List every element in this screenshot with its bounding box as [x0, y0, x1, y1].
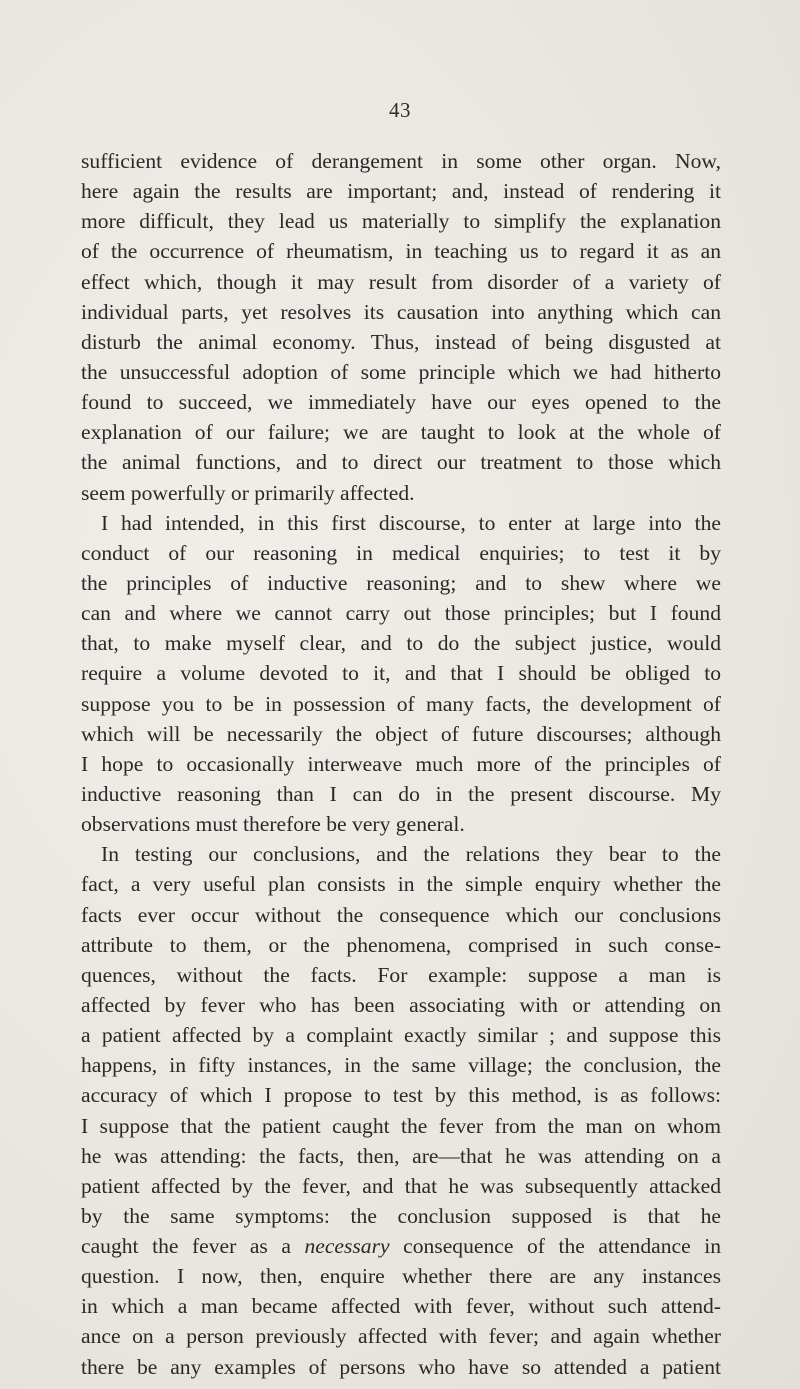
text-line: facts ever occur without the consequence which our conclusions: [81, 902, 721, 927]
text-line: I had intended, in this first discourse, to enter at large into the: [101, 510, 721, 535]
text-line: accuracy of which I propose to test by this method, is as follows:: [81, 1083, 721, 1108]
text-line: a patient affected by a complaint exactly similar ; and suppose this: [81, 1023, 721, 1048]
text-line: conduct of our reasoning in medical enquiries; to test it by: [81, 540, 721, 565]
text-line: individual parts, yet resolves its causation into anything which can: [81, 299, 721, 324]
text-line: fact, a very useful plan consists in the simple enquiry whether the: [81, 872, 721, 897]
text-line: that, to make myself clear, and to do the subject justice, would: [81, 631, 721, 656]
text-line: I suppose that the patient caught the fever from the man on whom: [81, 1113, 721, 1138]
text-line: seem powerfully or primarily affected.: [81, 480, 415, 505]
text-line: the unsuccessful adoption of some principle which we had hitherto: [81, 359, 721, 384]
text-line: happens, in fifty instances, in the same village; the conclusion, the: [81, 1053, 721, 1078]
text-line: by the same symptoms: the conclusion supposed is that he: [81, 1203, 721, 1228]
text-line: the animal functions, and to direct our treatment to those which: [81, 450, 721, 475]
text-line: which will be necessarily the object of future discourses; although: [81, 721, 721, 746]
text-line: observations must therefore be very general.: [81, 812, 465, 837]
text-line: require a volume devoted to it, and that I should be obliged to: [81, 661, 721, 686]
text-line: inductive reasoning than I can do in the present discourse. My: [81, 781, 721, 806]
text-line: effect which, though it may result from disorder of a variety of: [81, 269, 721, 294]
text-line: more difficult, they lead us materially to simplify the explanation: [81, 209, 721, 234]
text-line: patient affected by the fever, and that he was subsequently attacked: [81, 1173, 721, 1198]
text-line: In testing our conclusions, and the relations they bear to the: [101, 842, 721, 867]
page-number: 43: [389, 98, 411, 122]
text-line: quences, without the facts. For example: suppose a man is: [81, 962, 721, 987]
text-line: here again the results are important; and, instead of rendering it: [81, 179, 721, 204]
text-line: sufficient evidence of derangement in some other organ. Now,: [81, 149, 721, 173]
text-line: explanation of our failure; we are taught to look at the whole of: [81, 420, 721, 445]
body-text: [81, 146, 721, 1382]
text-line: attribute to them, or the phenomena, comprised in such conse-: [81, 932, 721, 957]
text-line: found to succeed, we immediately have our eyes opened to the: [81, 390, 721, 415]
text-line: disturb the animal economy. Thus, instead of being disgusted at: [81, 329, 721, 354]
text-line: he was attending: the facts, then, are—that he was attending on a: [81, 1143, 721, 1168]
text-line: in which a man became affected with fever, without such attend-: [81, 1294, 721, 1319]
text-line: I hope to occasionally interweave much more of the principles of: [81, 751, 721, 776]
text-line: suppose you to be in possession of many facts, the development of: [81, 691, 721, 716]
text-line: caught the fever as a necessary consequence of the attendance in: [81, 1234, 721, 1259]
text-line: there be any examples of persons who have so attended a patient: [81, 1354, 721, 1379]
text-line: question. I now, then, enquire whether there are any instances: [81, 1264, 721, 1289]
text-line: the principles of inductive reasoning; and to shew where we: [81, 570, 721, 595]
text-line: of the occurrence of rheumatism, in teaching us to regard it as an: [81, 239, 721, 264]
text-line: affected by fever who has been associating with or attending on: [81, 992, 721, 1017]
text-line: can and where we cannot carry out those principles; but I found: [81, 601, 721, 626]
text-line: ance on a person previously affected with fever; and again whether: [81, 1324, 721, 1349]
